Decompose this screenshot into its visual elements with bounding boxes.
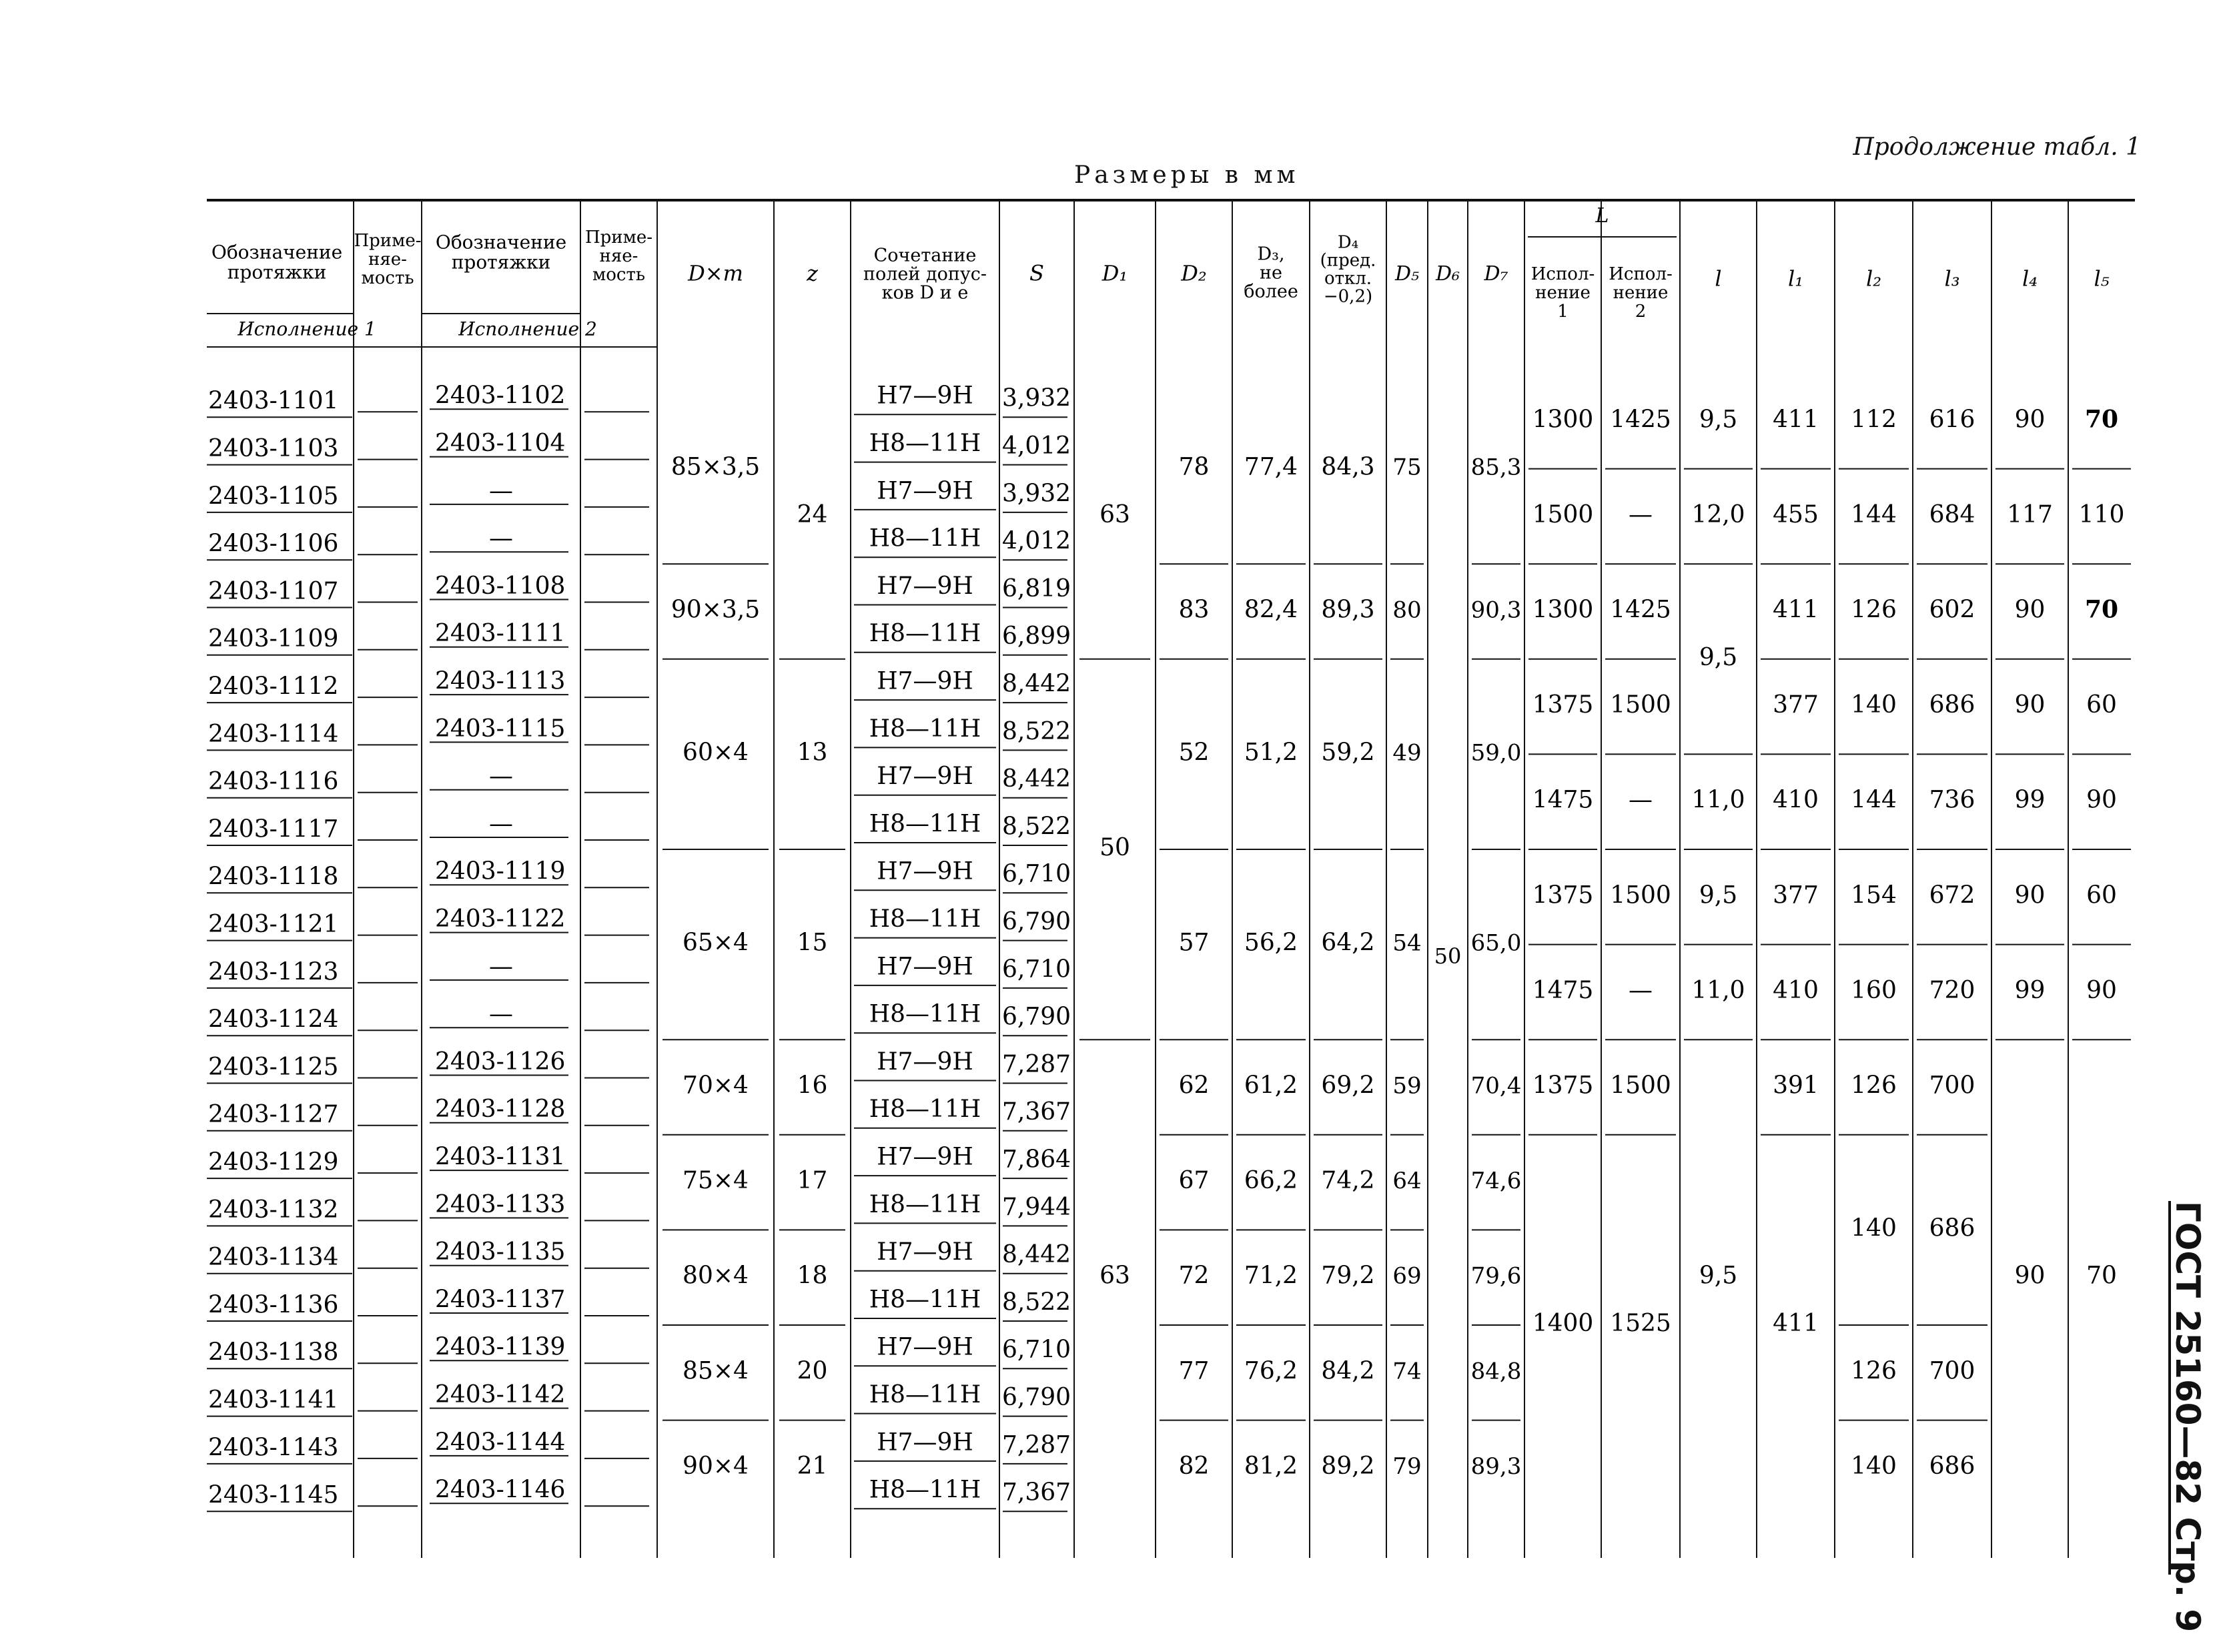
header-designation-1: Обозначение [211, 241, 343, 264]
designation-exec2: — [489, 1000, 513, 1028]
designation-exec2: 2403-1102 [435, 382, 566, 410]
l1-value: 391 [1773, 1072, 1819, 1100]
designation-exec2: — [489, 953, 513, 981]
S-value: 7,287 [1002, 1050, 1071, 1078]
D3-value: 77,4 [1244, 453, 1298, 481]
D7-value: 59,0 [1470, 739, 1522, 767]
S-value: 6,899 [1002, 623, 1071, 651]
l5-value: 60 [2086, 691, 2117, 719]
units-caption: Размеры в мм [1074, 161, 1300, 189]
l-value: 9,5 [1699, 1262, 1738, 1290]
L-exec1-value: 1300 [1532, 406, 1594, 434]
l3-value: 720 [1929, 976, 1975, 1004]
z-value: 13 [797, 739, 828, 767]
l2-value: 154 [1851, 881, 1897, 909]
l4-value: 90 [2014, 596, 2046, 624]
S-value: 8,522 [1002, 1288, 1071, 1316]
z-value: 15 [797, 929, 828, 957]
designation-exec1: 2403-1118 [208, 863, 339, 891]
S-value: 8,442 [1002, 1241, 1071, 1269]
header-tolerance: Сочетание [873, 245, 977, 266]
designation-exec2: 2403-1144 [435, 1428, 566, 1457]
header-D4: D₄ [1337, 232, 1359, 253]
tolerance-combo: H7—9H [877, 953, 973, 981]
header-usage-2: няе- [599, 246, 638, 266]
Dxm-value: 80×4 [683, 1262, 749, 1290]
tolerance-combo: H8—11H [869, 620, 981, 648]
z-value: 20 [797, 1357, 828, 1385]
S-value: 6,790 [1002, 1383, 1071, 1411]
l4-value: 99 [2014, 786, 2046, 814]
l2-value: 112 [1851, 406, 1897, 434]
D7-value: 90,3 [1470, 596, 1522, 624]
designation-exec1: 2403-1134 [208, 1244, 339, 1272]
designation-exec2: 2403-1146 [435, 1476, 566, 1504]
tolerance-combo: H8—11H [869, 1476, 981, 1504]
l-value: 11,0 [1691, 976, 1745, 1004]
l3-value: 616 [1929, 406, 1975, 434]
tolerance-combo: H7—9H [877, 667, 973, 695]
S-value: 6,710 [1002, 955, 1071, 983]
l5-value: 110 [2078, 500, 2125, 528]
L-exec1-value: 1300 [1532, 596, 1594, 624]
D5-value: 75 [1392, 454, 1422, 481]
tolerance-combo: H7—9H [877, 857, 973, 885]
S-value: 8,522 [1002, 717, 1071, 745]
designation-exec1: 2403-1107 [208, 577, 339, 605]
D5-value: 54 [1392, 929, 1422, 957]
S-value: 7,367 [1002, 1098, 1071, 1126]
l1-value: 411 [1773, 596, 1819, 624]
header-usage-2: Приме- [584, 228, 653, 248]
l3-value: 700 [1929, 1072, 1975, 1100]
designation-exec1: 2403-1101 [208, 387, 339, 415]
S-value: 4,012 [1002, 432, 1071, 460]
L-exec2-value: 1425 [1610, 406, 1671, 434]
l3-value: 602 [1929, 596, 1975, 624]
S-value: 3,932 [1002, 480, 1071, 508]
header-D3: не [1260, 262, 1282, 284]
header-D4: (пред. [1320, 250, 1376, 271]
tolerance-combo: H7—9H [877, 477, 973, 505]
header-D2: D₂ [1181, 260, 1207, 286]
header-L-exec2: нение [1613, 283, 1669, 303]
l5-value: 70 [2086, 1262, 2117, 1290]
header-l4: l₄ [2022, 266, 2038, 292]
S-value: 6,710 [1002, 1336, 1071, 1364]
L-exec1-value: 1375 [1532, 691, 1594, 719]
header-exec-2: Исполнение 2 [458, 318, 597, 340]
S-value: 4,012 [1002, 527, 1071, 555]
designation-exec1: 2403-1117 [208, 815, 339, 843]
L-exec1-value: 1500 [1532, 500, 1594, 528]
l4-value: 99 [2014, 976, 2046, 1004]
D3-value: 51,2 [1244, 739, 1298, 767]
designation-exec2: 2403-1115 [435, 715, 566, 743]
l1-value: 411 [1773, 1310, 1819, 1337]
tolerance-combo: H7—9H [877, 763, 973, 791]
tolerance-combo: H8—11H [869, 1286, 981, 1314]
D2-value: 72 [1178, 1262, 1210, 1290]
L-exec2-value: 1500 [1610, 1072, 1671, 1100]
designation-exec2: 2403-1126 [435, 1048, 566, 1076]
tolerance-combo: H8—11H [869, 810, 981, 838]
S-value: 6,710 [1002, 860, 1071, 888]
header-D1: D₁ [1101, 260, 1128, 286]
header-l: l [1715, 266, 1722, 292]
L-exec2-value: 1525 [1610, 1310, 1671, 1337]
z-value: 18 [797, 1262, 828, 1290]
designation-exec2: 2403-1131 [435, 1143, 566, 1171]
l1-value: 377 [1773, 691, 1819, 719]
Dxm-value: 65×4 [683, 929, 749, 957]
l-value: 9,5 [1699, 881, 1738, 909]
table-continuation-note: Продолжение табл. 1 [1853, 133, 2141, 161]
S-value: 6,819 [1002, 574, 1071, 602]
l5-value: 90 [2086, 976, 2117, 1004]
designation-exec2: — [489, 810, 513, 838]
l2-value: 126 [1851, 1072, 1897, 1100]
D2-value: 83 [1178, 596, 1210, 624]
header-D5: D₅ [1394, 262, 1420, 286]
l4-value: 90 [2014, 881, 2046, 909]
S-value: 8,442 [1002, 765, 1071, 793]
header-D3: D₃, [1257, 244, 1285, 265]
tolerance-combo: H7—9H [877, 1143, 973, 1171]
l-value: 12,0 [1691, 500, 1745, 528]
header-z: z [807, 260, 818, 286]
designation-exec1: 2403-1138 [208, 1338, 339, 1366]
D4-value: 74,2 [1321, 1167, 1375, 1195]
l1-value: 410 [1773, 976, 1819, 1004]
D2-value: 77 [1178, 1357, 1210, 1385]
header-L-exec1: Испол- [1530, 264, 1595, 284]
l2-value: 126 [1851, 596, 1897, 624]
Dxm-value: 85×4 [683, 1357, 749, 1385]
designation-exec2: — [489, 477, 513, 505]
designation-exec1: 2403-1103 [208, 434, 339, 462]
L-exec2-value: — [1629, 786, 1653, 814]
designation-exec1: 2403-1127 [208, 1101, 339, 1129]
header-usage-1: мость [361, 268, 414, 288]
Dxm-value: 90×3,5 [671, 596, 761, 624]
D5-value: 59 [1392, 1072, 1422, 1100]
header-tolerance: ков D и e [881, 282, 969, 304]
D2-value: 62 [1178, 1072, 1210, 1100]
l1-value: 411 [1773, 406, 1819, 434]
l1-value: 410 [1773, 786, 1819, 814]
designation-exec1: 2403-1141 [208, 1386, 339, 1414]
header-usage-1: няе- [368, 250, 407, 270]
D7-value: 79,6 [1470, 1262, 1522, 1290]
S-value: 7,367 [1002, 1479, 1071, 1507]
l3-value: 686 [1929, 691, 1975, 719]
l5-value: 70 [2084, 595, 2119, 624]
D2-value: 57 [1178, 929, 1210, 957]
D5-value: 69 [1392, 1262, 1422, 1290]
D5-value: 49 [1392, 739, 1422, 767]
S-value: 7,864 [1002, 1146, 1071, 1174]
header-S: S [1029, 260, 1044, 286]
L-exec1-value: 1375 [1532, 1072, 1594, 1100]
D5-value: 64 [1392, 1168, 1422, 1195]
tolerance-combo: H7—9H [877, 382, 973, 410]
designation-exec1: 2403-1112 [208, 673, 339, 701]
header-l5: l₅ [2094, 266, 2110, 292]
Dxm-value: 75×4 [683, 1167, 749, 1195]
L-exec2-value: 1500 [1610, 881, 1671, 909]
Dxm-value: 85×3,5 [671, 453, 761, 481]
l-value: 9,5 [1699, 406, 1738, 434]
header-D7: D₇ [1484, 262, 1508, 286]
D5-value: 79 [1392, 1453, 1422, 1480]
designation-exec2: — [489, 524, 513, 552]
D3-value: 82,4 [1244, 596, 1298, 624]
L-exec1-value: 1400 [1532, 1310, 1594, 1337]
l2-value: 140 [1851, 1452, 1897, 1480]
D2-value: 82 [1178, 1452, 1210, 1480]
header-L-exec1: нение [1535, 283, 1591, 303]
designation-exec2: 2403-1119 [435, 857, 566, 885]
l2-value: 144 [1851, 786, 1897, 814]
tolerance-combo: H7—9H [877, 1238, 973, 1266]
designation-exec2: 2403-1137 [435, 1286, 566, 1314]
D5-value: 80 [1392, 596, 1422, 624]
S-value: 8,522 [1002, 813, 1071, 841]
designation-exec1: 2403-1114 [208, 720, 339, 748]
l1-value: 377 [1773, 881, 1819, 909]
l5-value: 90 [2086, 786, 2117, 814]
tolerance-combo: H7—9H [877, 1428, 973, 1457]
Dxm-value: 70×4 [683, 1072, 749, 1100]
designation-exec1: 2403-1129 [208, 1148, 339, 1176]
standard-side-label [2154, 1201, 2214, 1633]
l2-value: 140 [1851, 691, 1897, 719]
designation-exec1: 2403-1105 [208, 482, 339, 510]
D4-value: 79,2 [1321, 1262, 1375, 1290]
S-value: 6,790 [1002, 907, 1071, 935]
l2-value: 140 [1851, 1214, 1897, 1242]
designation-exec1: 2403-1109 [208, 625, 339, 653]
l1-value: 455 [1773, 500, 1819, 528]
designation-exec2: 2403-1122 [435, 905, 566, 933]
D4-value: 84,2 [1321, 1357, 1375, 1385]
L-exec1-value: 1475 [1532, 786, 1594, 814]
D7-value: 74,6 [1470, 1168, 1522, 1195]
tolerance-combo: H8—11H [869, 1000, 981, 1028]
designation-exec1: 2403-1121 [208, 910, 339, 938]
header-l2: l₂ [1865, 266, 1882, 292]
tolerance-combo: H7—9H [877, 1048, 973, 1076]
designation-exec2: 2403-1111 [435, 620, 566, 648]
D5-value: 74 [1392, 1358, 1422, 1385]
header-designation-1: протяжки [227, 261, 327, 284]
gost-page-label: ГОСТ 25160—82 Стр. 9 [2168, 1201, 2207, 1633]
header-l1: l₁ [1787, 266, 1804, 292]
tolerance-combo: H8—11H [869, 1380, 981, 1408]
designation-exec1: 2403-1132 [208, 1196, 339, 1224]
header-designation-2: Обозначение [435, 231, 567, 254]
D3-value: 56,2 [1244, 929, 1298, 957]
S-value: 7,944 [1002, 1193, 1071, 1221]
header-exec-1: Исполнение 1 [238, 318, 376, 340]
l4-value: 90 [2014, 406, 2046, 434]
tolerance-combo: H8—11H [869, 429, 981, 457]
l3-value: 700 [1929, 1357, 1975, 1385]
D4-value: 64,2 [1321, 929, 1375, 957]
Dxm-value: 60×4 [683, 739, 749, 767]
designation-exec1: 2403-1124 [208, 1005, 339, 1034]
S-value: 7,287 [1002, 1431, 1071, 1459]
D1-value: 50 [1099, 834, 1130, 861]
D7-value: 89,3 [1470, 1453, 1522, 1480]
l3-value: 684 [1929, 500, 1975, 528]
tolerance-combo: H8—11H [869, 1190, 981, 1218]
D3-value: 81,2 [1244, 1452, 1298, 1480]
D7-value: 65,0 [1470, 929, 1522, 957]
Dxm-value: 90×4 [683, 1452, 749, 1480]
designation-exec1: 2403-1125 [208, 1053, 339, 1081]
designation-exec2: 2403-1139 [435, 1333, 566, 1361]
D1-value: 63 [1099, 1262, 1130, 1290]
l-value: 9,5 [1699, 643, 1738, 671]
L-exec2-value: — [1629, 976, 1653, 1004]
designation-exec1: 2403-1116 [208, 768, 339, 796]
D4-value: 89,3 [1321, 596, 1375, 624]
L-exec2-value: 1425 [1610, 596, 1671, 624]
tolerance-combo: H8—11H [869, 715, 981, 743]
D2-value: 67 [1178, 1167, 1210, 1195]
tolerance-combo: H7—9H [877, 572, 973, 600]
header-usage-1: Приме- [354, 231, 422, 251]
D3-value: 61,2 [1244, 1072, 1298, 1100]
header-D4: откл. [1324, 268, 1372, 289]
l3-value: 672 [1929, 881, 1975, 909]
z-value: 17 [797, 1167, 828, 1195]
designation-exec2: 2403-1108 [435, 572, 566, 600]
l4-value: 90 [2014, 691, 2046, 719]
l2-value: 126 [1851, 1357, 1897, 1385]
S-value: 8,442 [1002, 670, 1071, 698]
S-value: 3,932 [1002, 384, 1071, 412]
z-value: 21 [797, 1452, 828, 1480]
D7-value: 70,4 [1470, 1072, 1522, 1100]
D4-value: 89,2 [1321, 1452, 1375, 1480]
D7-value: 84,8 [1470, 1358, 1522, 1385]
designation-exec2: 2403-1104 [435, 429, 566, 457]
L-exec1-value: 1475 [1532, 976, 1594, 1004]
D2-value: 78 [1178, 453, 1210, 481]
tolerance-combo: H7—9H [877, 1333, 973, 1361]
D3-value: 71,2 [1244, 1262, 1298, 1290]
l2-value: 160 [1851, 976, 1897, 1004]
header-l3: l₃ [1944, 266, 1960, 292]
D2-value: 52 [1178, 739, 1210, 767]
D6-value: 50 [1434, 943, 1462, 969]
tolerance-combo: H8—11H [869, 524, 981, 552]
l2-value: 144 [1851, 500, 1897, 528]
header-D6: D₆ [1435, 262, 1460, 286]
l4-value: 90 [2014, 1262, 2046, 1290]
header-Dxm: D×m [688, 260, 743, 286]
l5-value: 60 [2086, 881, 2117, 909]
designation-exec2: 2403-1128 [435, 1096, 566, 1124]
designation-exec1: 2403-1106 [208, 530, 339, 558]
D4-value: 59,2 [1321, 739, 1375, 767]
L-exec2-value: — [1629, 500, 1653, 528]
designation-exec1: 2403-1123 [208, 958, 339, 986]
designation-exec2: 2403-1142 [435, 1380, 566, 1408]
header-L-exec1: 1 [1557, 302, 1569, 322]
designation-exec2: 2403-1113 [435, 667, 566, 695]
header-D3: более [1244, 281, 1298, 302]
designation-exec2: 2403-1135 [435, 1238, 566, 1266]
D4-value: 84,3 [1321, 453, 1375, 481]
S-value: 6,790 [1002, 1003, 1071, 1031]
l3-value: 686 [1929, 1214, 1975, 1242]
D4-value: 69,2 [1321, 1072, 1375, 1100]
l3-value: 686 [1929, 1452, 1975, 1480]
header-L-exec2: 2 [1635, 302, 1647, 322]
D3-value: 66,2 [1244, 1167, 1298, 1195]
D7-value: 85,3 [1470, 454, 1522, 481]
header-D4: −0,2) [1323, 286, 1373, 307]
header-usage-2: мость [592, 265, 645, 285]
z-value: 16 [797, 1072, 828, 1100]
designation-exec1: 2403-1143 [208, 1434, 339, 1462]
l5-value: 70 [2084, 405, 2119, 434]
l4-value: 117 [2007, 500, 2053, 528]
header-L: L [1595, 204, 1609, 228]
tolerance-combo: H8—11H [869, 1096, 981, 1124]
D1-value: 63 [1099, 500, 1130, 528]
header-designation-2: протяжки [451, 251, 551, 274]
l-value: 11,0 [1691, 786, 1745, 814]
header-tolerance: полей допус- [863, 264, 987, 285]
header-L-exec2: Испол- [1609, 264, 1673, 284]
l3-value: 736 [1929, 786, 1975, 814]
L-exec2-value: 1500 [1610, 691, 1671, 719]
designation-exec2: — [489, 763, 513, 791]
designation-exec1: 2403-1136 [208, 1291, 339, 1319]
D3-value: 76,2 [1244, 1357, 1298, 1385]
z-value: 24 [797, 500, 828, 528]
designation-exec1: 2403-1145 [208, 1481, 339, 1509]
L-exec1-value: 1375 [1532, 881, 1594, 909]
designation-exec2: 2403-1133 [435, 1190, 566, 1218]
tolerance-combo: H8—11H [869, 905, 981, 933]
